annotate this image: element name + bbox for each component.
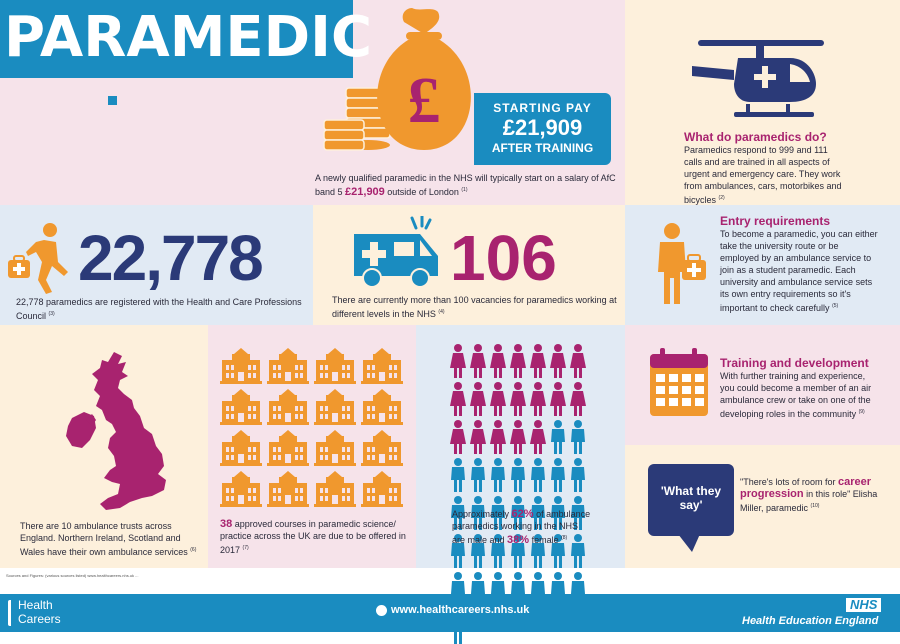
university-building-icon [361, 389, 403, 425]
university-building-icon [220, 430, 262, 466]
gender-description: Approximately 62% of ambulance paramedics working in the NHS are male and 38% female $^{(8)}$ [452, 508, 591, 546]
university-building-icon [220, 471, 262, 507]
male-person-icon [470, 458, 486, 492]
female-person-icon [470, 382, 486, 416]
university-building-icon [220, 348, 262, 384]
nhs-logo: NHS [846, 598, 881, 612]
what-do-body: Paramedics respond to 999 and 111 calls and are trained in all aspects of urgent and emergency care. They work from ambulances, cars, motorbikes and bicycles $^{(2)}$ [684, 145, 842, 205]
university-building-icon [314, 389, 356, 425]
male-person-icon [550, 420, 566, 454]
female-person-icon [530, 382, 546, 416]
calendar-icon [648, 346, 710, 418]
male-person-icon [490, 458, 506, 492]
starting-pay-description: A newly qualified paramedic in the NHS will typically start on a salary of AfC band 5 £21,909 outside of London $^{(1)}$ [315, 173, 616, 198]
training-body: With further training and experience, you could become a member of an air ambulance crew or take on one of the developing roles in the community $^{(9)}$ [720, 371, 872, 419]
female-person-icon [490, 382, 506, 416]
entry-body: To become a paramedic, you can either take the university route or be employed by an ambulance service to join as a student paramedic. Each university and ambulance service sets its own entry requirements so it's important to check carefully $^{(5)}$ [720, 229, 878, 313]
running-paramedic-icon [6, 222, 72, 294]
sources-line: Sources and Figures: (various sources listed) www.healthcareers.nhs.uk ... [6, 573, 139, 578]
university-building-icon [267, 389, 309, 425]
female-person-icon [450, 420, 466, 454]
starting-pay-box [474, 93, 611, 165]
male-person-icon [550, 458, 566, 492]
university-building-icon [314, 348, 356, 384]
training-heading: Training and development [720, 356, 869, 370]
female-person-icon [570, 382, 586, 416]
footer-url-link[interactable]: www.healthcareers.nhs.uk [376, 604, 529, 616]
female-person-icon [570, 344, 586, 378]
starting-pay-amount: £21,909 [502, 115, 583, 140]
university-building-icon [314, 430, 356, 466]
university-building-icon [267, 430, 309, 466]
money-bag-icon [320, 0, 490, 170]
svg-text:£: £ [407, 64, 441, 137]
female-person-icon [510, 382, 526, 416]
university-building-icon [267, 348, 309, 384]
registered-number: 22,778 [78, 222, 262, 294]
university-building-icon [361, 430, 403, 466]
globe-icon [376, 605, 387, 616]
female-person-icon [490, 420, 506, 454]
quote-text: "There's lots of room for career progression in this role" Elisha Miller, paramedic $^{(10)}$ [740, 476, 878, 513]
female-person-icon [530, 344, 546, 378]
uk-map-icon [62, 350, 172, 515]
health-careers-logo-mark [8, 600, 14, 626]
female-person-icon [450, 382, 466, 416]
male-person-icon [570, 458, 586, 492]
vacancies-description: There are currently more than 100 vacancies for paramedics working at different levels in the NHS $^{(4)}$ [332, 295, 617, 319]
university-buildings-grid [220, 348, 410, 508]
trusts-description: There are 10 ambulance trusts across England. Northern Ireland, Scotland and Wales have their own ambulance services $^{(6)}$ [20, 521, 197, 557]
female-person-icon [490, 344, 506, 378]
male-person-icon [510, 458, 526, 492]
female-person-icon [470, 420, 486, 454]
university-building-icon [361, 348, 403, 384]
female-person-icon [510, 420, 526, 454]
starting-pay-heading: STARTING PAY [493, 101, 592, 115]
registered-description: 22,778 paramedics are registered with the Health and Care Professions Council $^{(3)}$ [16, 297, 302, 321]
female-person-icon [530, 420, 546, 454]
hee-name: Health Education England [742, 615, 879, 627]
quote-bubble-text: 'What they say' [660, 484, 722, 512]
ambulance-icon [350, 216, 444, 288]
entry-heading: Entry requirements [720, 214, 831, 228]
male-person-icon [530, 458, 546, 492]
university-building-icon [361, 471, 403, 507]
male-person-icon [450, 458, 466, 492]
female-person-icon [550, 382, 566, 416]
female-person-icon [510, 344, 526, 378]
health-careers-logo: Health Careers [18, 598, 61, 626]
university-building-icon [267, 471, 309, 507]
male-person-icon [570, 420, 586, 454]
what-do-heading: What do paramedics do? [684, 130, 827, 144]
female-person-icon [470, 344, 486, 378]
student-with-kit-icon [652, 222, 708, 306]
gender-people-grid [450, 344, 600, 504]
starting-pay-sub: AFTER TRAINING [491, 141, 594, 155]
female-person-icon [550, 344, 566, 378]
university-building-icon [314, 471, 356, 507]
page-title: PARAMEDIC [4, 5, 373, 70]
vacancies-number: 106 [450, 222, 557, 294]
courses-description: 38 approved courses in paramedic science/ practice across the UK are due to be offered in 2017 $^{(7)}$ [220, 518, 406, 555]
female-person-icon [450, 344, 466, 378]
helicopter-icon [690, 36, 830, 121]
title-accent-square [108, 96, 117, 105]
university-building-icon [220, 389, 262, 425]
